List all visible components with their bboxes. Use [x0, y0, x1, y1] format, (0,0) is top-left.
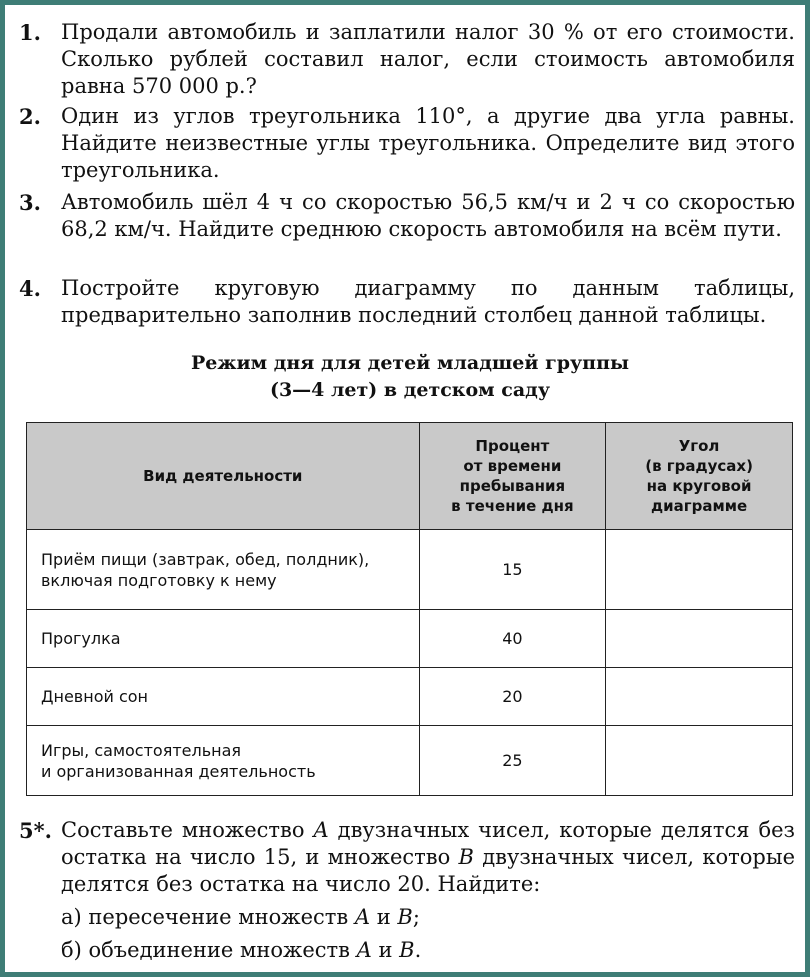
header-angle-line: Угол	[678, 437, 720, 455]
percent-cell: 15	[419, 530, 606, 610]
table-row	[27, 530, 793, 610]
task-text: Постройте круговую диаграмму по данным таблицы, предварительно заполнив последний столбец данной таблицы.	[61, 276, 795, 327]
percent-cell: 40	[419, 610, 606, 668]
percent-cell: 20	[419, 668, 606, 726]
header-angle	[606, 423, 793, 530]
table-row	[27, 668, 793, 726]
activity-cell	[27, 726, 420, 796]
activity-cell	[27, 610, 420, 668]
table-caption	[5, 350, 810, 404]
text-part: Составьте множество	[61, 818, 314, 842]
activity-line: Приём пищи (завтрак, обед, полдник),	[41, 549, 370, 569]
subtask-a	[61, 904, 795, 931]
task-text: Один из углов треугольника 110°, а другие два угла равны. Найдите неизвестные углы треугольника. Определите вид этого треугольника.	[61, 104, 795, 182]
task-number: 5*.	[19, 818, 52, 843]
task-number: 1.	[19, 20, 41, 45]
task-4	[19, 275, 795, 329]
set-a-symbol: A	[356, 938, 372, 962]
header-percent	[419, 423, 606, 530]
text-part: б) объединение множеств	[61, 938, 357, 962]
activity-line: и организованная деятельность	[41, 761, 316, 781]
angle-cell	[606, 668, 793, 726]
set-a-symbol: A	[354, 905, 371, 929]
task-number: 3.	[19, 190, 41, 215]
task-number: 4.	[19, 276, 41, 301]
text-part: двузначных чисел, которые делятся без остатка на число 15, и множество	[61, 818, 795, 869]
header-angle-line: на круговой	[646, 477, 752, 495]
header-percent-line: от времени	[463, 457, 562, 475]
angle-cell	[606, 610, 793, 668]
header-activity-label: Вид деятельности	[143, 467, 303, 485]
angle-cell	[606, 726, 793, 796]
activity-line: Прогулка	[41, 629, 121, 648]
table-row	[27, 610, 793, 668]
daily-regime-table	[26, 422, 793, 796]
set-b-symbol: B	[399, 938, 415, 962]
text-part: .	[414, 938, 422, 962]
angle-cell	[606, 530, 793, 610]
header-activity	[27, 423, 420, 530]
set-a-symbol: A	[313, 818, 329, 842]
header-angle-line: диаграмме	[651, 497, 748, 515]
text-part: и	[371, 938, 400, 962]
header-percent-line: пребывания	[459, 477, 566, 495]
text-part: ;	[412, 905, 420, 929]
activity-cell	[27, 530, 420, 610]
header-percent-line: Процент	[475, 437, 550, 455]
activity-line: включая подготовку к нему	[41, 570, 277, 590]
subtask-b	[61, 937, 795, 964]
header-angle-line: (в градусах)	[645, 457, 753, 475]
text-part: двузначных чисел, которые делятся без остатка на число 20. Найдите:	[61, 845, 795, 896]
task-1	[19, 19, 795, 100]
task-text	[61, 817, 795, 898]
header-percent-line: в течение дня	[451, 497, 574, 515]
set-b-symbol: B	[458, 845, 474, 869]
activity-line: Дневной сон	[41, 687, 149, 706]
set-b-symbol: B	[397, 905, 413, 929]
task-2	[19, 103, 795, 184]
table-row	[27, 726, 793, 796]
activity-cell	[27, 668, 420, 726]
task-5	[19, 817, 795, 964]
percent-cell: 25	[419, 726, 606, 796]
task-text: Продали автомобиль и заплатили налог 30 % от его стоимости. Сколько рублей составил налог, если стоимость автомобиля равна 570 000 р.?	[61, 20, 795, 98]
task-number: 2.	[19, 104, 41, 129]
text-part: и	[370, 905, 398, 929]
table-header-row	[27, 423, 793, 530]
caption-line-1: Режим дня для детей младшей группы	[190, 352, 630, 374]
task-3	[19, 189, 795, 243]
activity-line: Игры, самостоятельная	[41, 740, 242, 760]
caption-line-2: (3—4 лет) в детском саду	[269, 379, 551, 401]
task-text: Автомобиль шёл 4 ч со скоростью 56,5 км/ч и 2 ч со скоростью 68,2 км/ч. Найдите среднюю скорость автомобиля на всём пути.	[61, 190, 795, 241]
text-part: а) пересечение множеств	[61, 905, 355, 929]
